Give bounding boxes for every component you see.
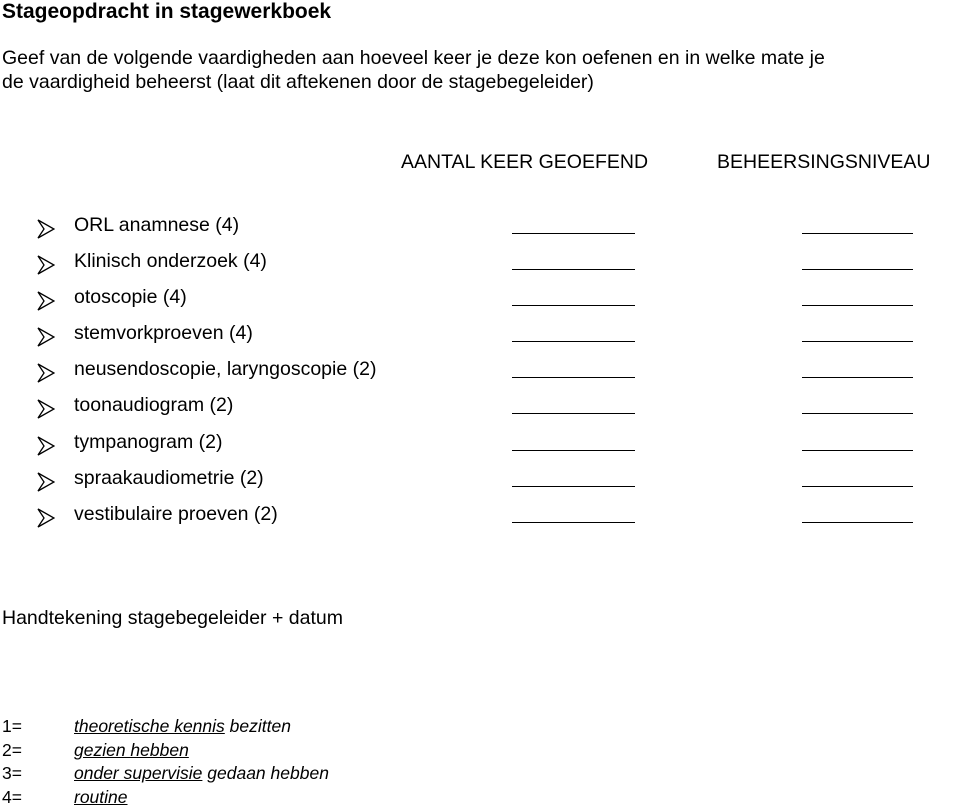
legend-number: 1= [2,716,22,736]
legend-text [74,786,128,809]
level-blank [802,377,913,378]
level-blank [802,413,913,414]
instructions [2,46,825,94]
level-blank [802,450,913,451]
count-blank [512,233,635,234]
legend-underlined: theoretische kennis [74,716,225,736]
legend-rest: bezitten [224,716,291,736]
instructions-line-1: Geef van de volgende vaardigheden aan hoeveel keer je deze kon oefenen en in welke mate je [2,47,825,69]
skill-label: spraakaudiometrie (2) [74,466,264,489]
arrow-bullet-icon [37,291,55,311]
level-blank [802,269,913,270]
level-blank [802,233,913,234]
count-blank [512,522,635,523]
page-title: Stageopdracht in stagewerkboek [2,0,332,23]
legend-number: 2= [2,739,22,760]
count-blank [512,305,635,306]
skill-label: vestibulaire proeven (2) [74,502,278,525]
arrow-bullet-icon [37,508,55,528]
column-header-level: BEHEERSINGSNIVEAU [717,151,931,173]
count-blank [512,341,635,342]
skill-label: toonaudiogram (2) [74,394,234,417]
legend-number: 4= [2,786,22,807]
legend-underlined: gezien hebben [74,739,189,760]
legend-underlined: routine [74,786,128,807]
count-blank [512,413,635,414]
skill-row [0,464,960,500]
level-blank [802,522,913,523]
skill-label: stemvorkproeven (4) [74,322,253,345]
arrow-bullet-icon [37,219,55,239]
instructions-line-2: de vaardigheid beheerst (laat dit aftekenen door de stagebegeleider) [2,71,594,93]
skills-list [0,211,960,536]
skill-row [0,211,960,247]
level-blank [802,486,913,487]
signature-label: Handtekening stagebegeleider + datum [2,607,343,629]
skill-row [0,355,960,391]
legend-text [74,762,329,786]
arrow-bullet-icon [37,255,55,275]
count-blank [512,486,635,487]
legend-rest: gedaan hebben [202,763,329,784]
arrow-bullet-icon [37,472,55,492]
arrow-bullet-icon [37,363,55,383]
column-header-count: AANTAL KEER GEOEFEND [401,151,649,173]
skill-row [0,500,960,536]
legend-text [74,739,189,763]
skill-row [0,283,960,319]
arrow-bullet-icon [37,436,55,456]
arrow-bullet-icon [37,327,55,347]
skill-label: ORL anamnese (4) [74,214,240,236]
level-blank [802,341,913,342]
skill-row [0,247,960,283]
skill-row [0,391,960,427]
skill-row [0,428,960,464]
arrow-bullet-icon [37,399,55,419]
level-blank [802,305,913,306]
skill-label: otoscopie (4) [74,286,187,309]
skill-row [0,319,960,355]
legend-underlined: onder supervisie [74,763,203,784]
count-blank [512,377,635,378]
skill-label: neusendoscopie, laryngoscopie (2) [74,358,377,381]
legend-text [74,715,291,739]
skill-label: Klinisch onderzoek (4) [74,250,267,273]
count-blank [512,269,635,270]
count-blank [512,450,635,451]
legend-number: 3= [2,763,22,784]
skill-label: tympanogram (2) [74,430,223,453]
